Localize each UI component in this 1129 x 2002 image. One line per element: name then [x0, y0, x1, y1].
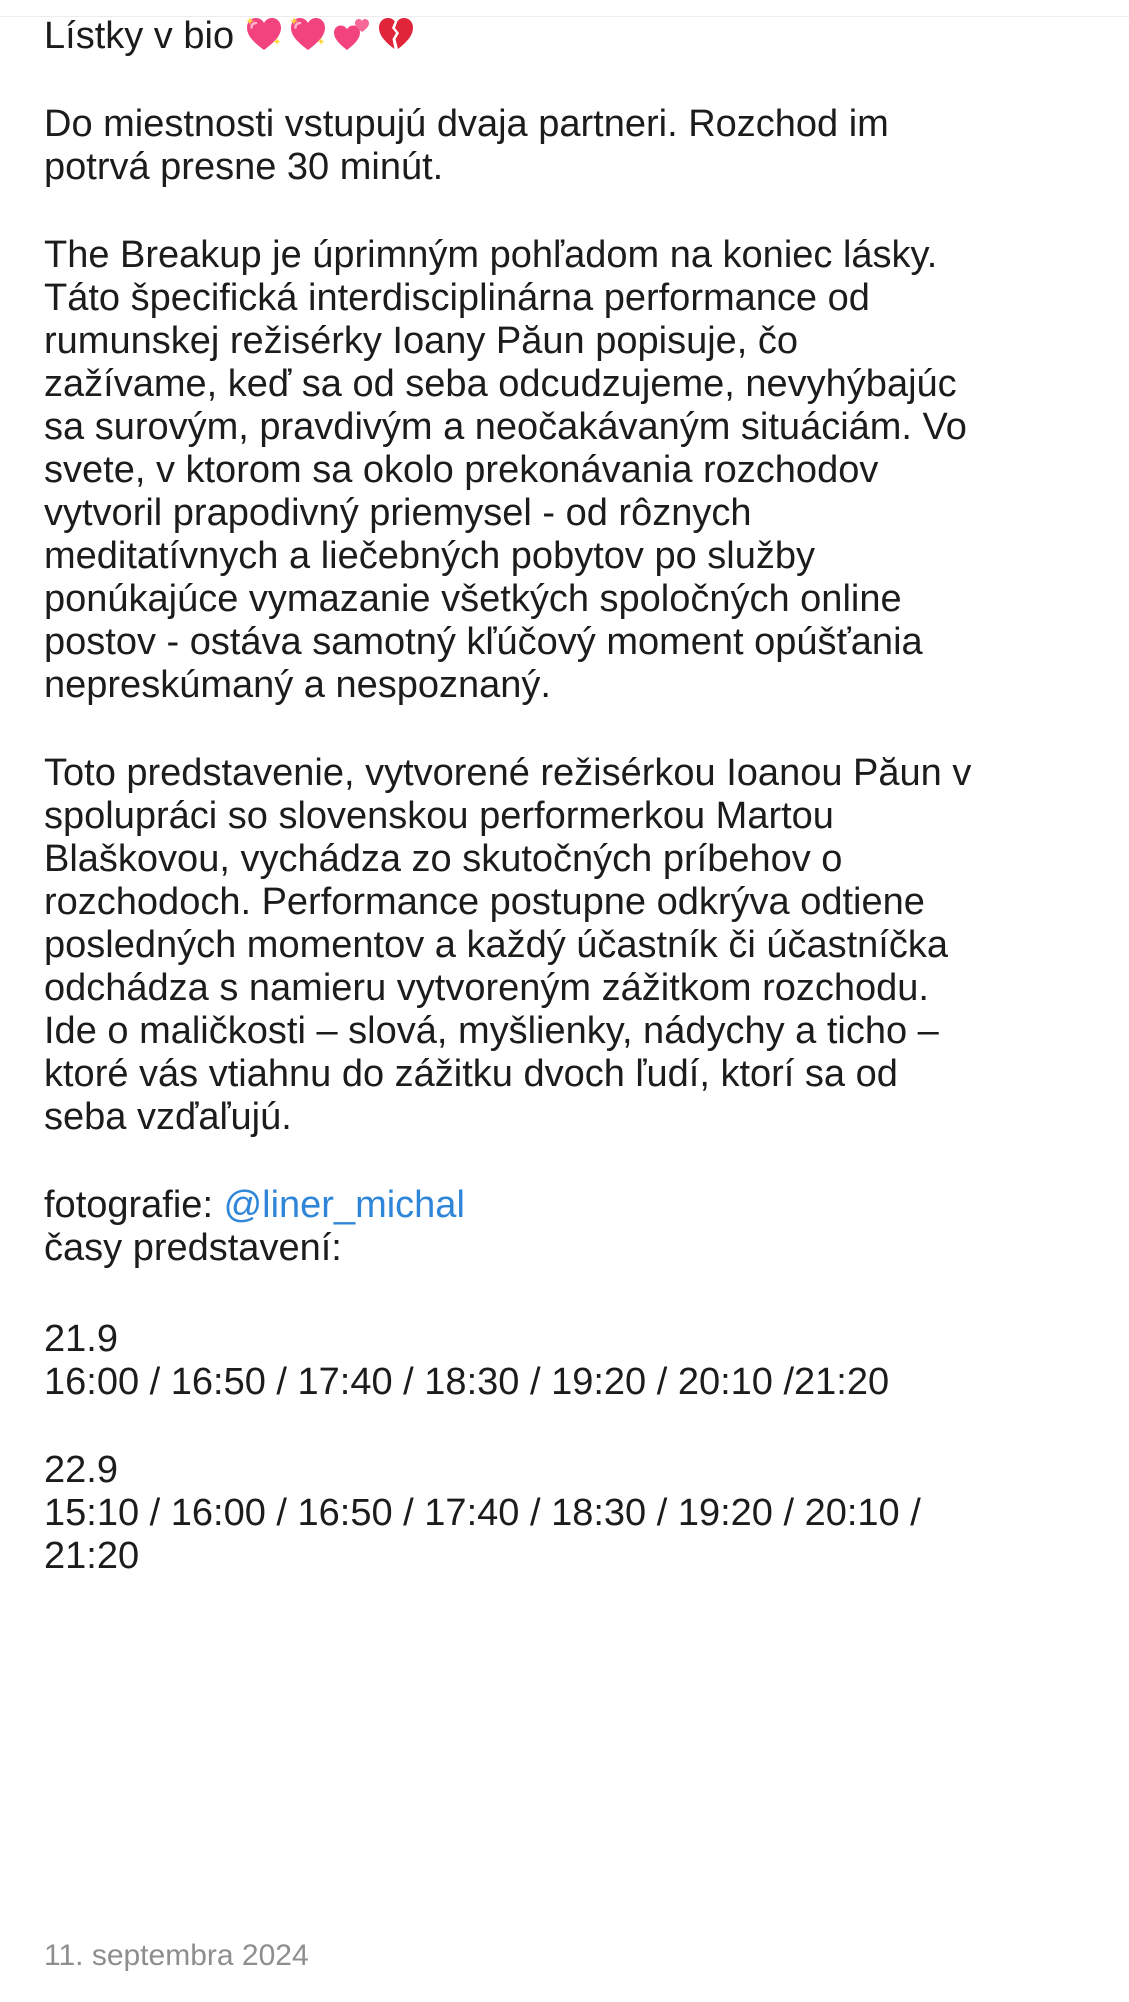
- paragraph1-line: The Breakup je úprimným pohľadom na koniec lásky.: [44, 234, 938, 276]
- post-caption: [44, 14, 1104, 1578]
- paragraph1-line: vytvoril prapodivný priemysel - od rôznych: [44, 492, 752, 534]
- paragraph2-line: seba vzďaľujú.: [44, 1096, 292, 1138]
- paragraph2-line: rozchodoch. Performance postupne odkrýva odtiene: [44, 881, 925, 923]
- day2-date: 22.9: [44, 1449, 118, 1491]
- intro-line: potrvá presne 30 minút.: [44, 146, 444, 188]
- paragraph2-line: odchádza s namieru vytvoreným zážitkom rozchodu.: [44, 967, 929, 1009]
- spacer: [44, 189, 1104, 234]
- paragraph1-line: rumunskej režisérky Ioany Păun popisuje, čo: [44, 320, 799, 362]
- spacer: [44, 1139, 1104, 1184]
- title-text: Lístky v bio: [44, 15, 235, 57]
- paragraph1-line: Táto špecifická interdisciplinárna performance od: [44, 277, 870, 319]
- paragraph2-line: Toto predstavenie, vytvorené režisérkou Ioanou Păun v: [44, 752, 972, 794]
- paragraph2-line: ktoré vás vtiahnu do zážitku dvoch ľudí, ktorí sa od: [44, 1053, 898, 1095]
- paragraph1-line: sa surovým, pravdivým a neočakávaným situáciám. Vo: [44, 406, 967, 448]
- paragraph2-line: posledných momentov a každý účastník či účastníčka: [44, 924, 949, 966]
- day1-date: 21.9: [44, 1318, 118, 1360]
- broken-heart-icon: [376, 14, 416, 54]
- intro-line: Do miestnosti vstupujú dvaja partneri. Rozchod im: [44, 103, 889, 145]
- photographer-mention-link[interactable]: @liner_michal: [223, 1184, 465, 1226]
- paragraph1-line: nepreskúmaný a nespoznaný.: [44, 664, 551, 706]
- caption-title: [44, 14, 1104, 58]
- spacer: [44, 707, 1104, 752]
- day1-times: 16:00 / 16:50 / 17:40 / 18:30 / 19:20 / 20:10 /21:20: [44, 1361, 890, 1403]
- post-date: 11. septembra 2024: [44, 1939, 309, 1972]
- sparkling-heart-icon: [288, 14, 328, 54]
- paragraph1-line: ponúkajúce vymazanie všetkých spoločných online: [44, 578, 902, 620]
- times-label: časy predstavení:: [44, 1227, 342, 1269]
- title-emojis: [244, 14, 416, 54]
- spacer: [44, 1404, 1104, 1449]
- day2-times: 21:20: [44, 1535, 140, 1577]
- credits-label: fotografie:: [44, 1184, 224, 1226]
- sparkling-heart-icon: [244, 14, 284, 54]
- two-hearts-icon: [332, 14, 372, 54]
- paragraph2-line: Blaškovou, vychádza zo skutočných príbehov o: [44, 838, 843, 880]
- day2-times: 15:10 / 16:00 / 16:50 / 17:40 / 18:30 / 19:20 / 20:10 /: [44, 1492, 921, 1534]
- paragraph1-line: zažívame, keď sa od seba odcudzujeme, nevyhýbajúc: [44, 363, 957, 405]
- spacer: [44, 1270, 1104, 1318]
- paragraph2-line: spolupráci so slovenskou performerkou Martou: [44, 795, 834, 837]
- credits-line: [44, 1184, 1104, 1227]
- paragraph1-line: meditatívnych a liečebných pobytov po služby: [44, 535, 815, 577]
- paragraph1-line: svete, v ktorom sa okolo prekonávania rozchodov: [44, 449, 879, 491]
- spacer: [44, 58, 1104, 103]
- paragraph1-line: postov - ostáva samotný kľúčový moment opúšťania: [44, 621, 923, 663]
- paragraph2-line: Ide o maličkosti – slová, myšlienky, nádychy a ticho –: [44, 1010, 939, 1052]
